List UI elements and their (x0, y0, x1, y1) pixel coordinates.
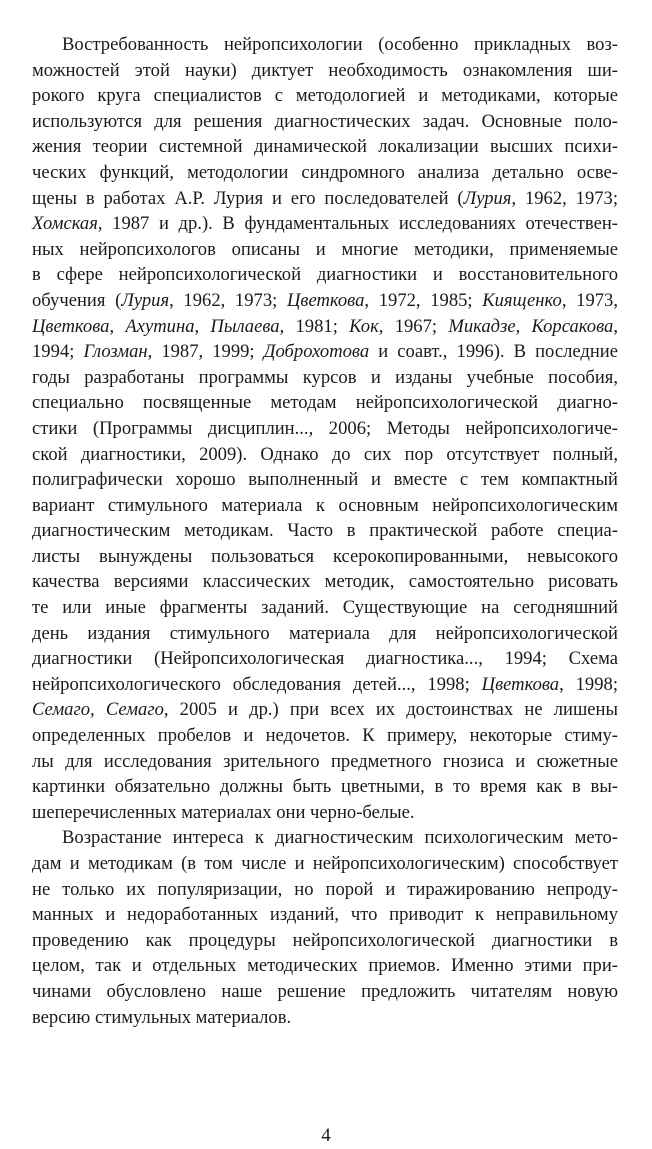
text-line (32, 544, 618, 570)
citation-author: Семаго, Семаго (32, 699, 164, 721)
text-run: , 1998; (559, 673, 618, 695)
text-line (32, 825, 618, 851)
text-run: диагностики (Нейропсихологическая диагностика..., 1994; Схема (32, 648, 618, 670)
text-run: щены в работах А.Р. Лурия и его последователей ( (32, 187, 464, 209)
text-run: и соавт., 1996). В последние (369, 341, 618, 363)
text-line (32, 493, 618, 519)
text-line (32, 365, 618, 391)
text-run: обучения ( (32, 289, 122, 311)
text-line (32, 186, 618, 212)
text-line (32, 1005, 618, 1031)
text-line (32, 646, 618, 672)
text-line (32, 314, 618, 340)
citation-author: Лурия (463, 187, 512, 209)
text-run: Востребованность нейропсихологии (особенно прикладных воз- (62, 34, 618, 55)
text-line (32, 851, 618, 877)
text-run: не только их популяризации, но порой и тиражированию непроду- (32, 878, 618, 900)
text-run: вариант стимульного материала к основным нейропсихологическим (32, 494, 618, 516)
text-line (32, 237, 618, 263)
text-run: , 1962, 1973; (169, 289, 287, 311)
text-line (32, 902, 618, 928)
text-run: лы для исследования зрительного предметного гнозиса и сюжетные (32, 750, 618, 772)
text-line (32, 697, 618, 723)
text-line (32, 134, 618, 160)
text-line (32, 723, 618, 749)
page-number: 4 (321, 1125, 331, 1147)
text-run: , 1987 и др.). В фундаментальных исследованиях отечествен- (97, 213, 618, 235)
text-line (32, 339, 618, 365)
text-run: , 1981; (279, 315, 350, 337)
text-run: ных нейропсихологов описаны и многие методики, применяемые (32, 238, 618, 260)
text-line (32, 109, 618, 135)
text-run: чинами обусловлено наше решение предложить читателям новую (32, 980, 618, 1002)
text-run: , (613, 315, 618, 337)
citation-author: Киященко (482, 289, 562, 311)
text-run: ческих функций, методологии синдромного анализа детально осве- (32, 161, 618, 183)
text-line (32, 774, 618, 800)
citation-author: Хомская (32, 213, 98, 235)
text-run: проведению как процедуры нейропсихологической диагностики в (32, 929, 618, 951)
text-run: , 1972, 1985; (364, 289, 483, 311)
text-run: , 2005 и др.) при всех их достоинствах не лишены (163, 699, 618, 721)
citation-author: Глозман (83, 341, 148, 363)
text-run: используются для решения диагностических задач. Основные поло- (32, 110, 618, 132)
text-line (32, 416, 618, 442)
citation-author: Цветкова (32, 315, 110, 337)
text-run: 1994; (32, 341, 84, 363)
text-run: день издания стимульного материала для нейропсихологической (32, 622, 618, 644)
citation-author: Пылаева (210, 315, 280, 337)
citation-author: Цветкова (481, 673, 560, 695)
text-run: полиграфически хорошо выполненный и вместе с тем компактный (32, 469, 618, 491)
text-run: , (515, 315, 532, 337)
text-line (32, 569, 618, 595)
text-line (32, 442, 618, 468)
text-run: версию стимульных материалов. (32, 1006, 292, 1028)
text-run: нейропсихологического обследования детей..., 1998; (32, 673, 482, 695)
text-line (32, 953, 618, 979)
text-line (32, 518, 618, 544)
text-run: те или иные фрагменты заданий. Существующие на сегодняшний (32, 597, 618, 619)
text-run: картинки обязательно должны быть цветными, в то время как в вы- (32, 776, 618, 798)
text-line (32, 288, 618, 314)
text-line (32, 83, 618, 109)
paragraph (32, 32, 618, 825)
text-run: дам и методикам (в том числе и нейропсихологическим) способствует (32, 853, 618, 874)
citation-author: Кок (349, 315, 379, 337)
text-run: можностей этой науки) диктует необходимость ознакомления ши- (32, 59, 618, 81)
text-run: рокого круга специалистов с методологией и методиками, которые (32, 85, 618, 107)
text-run: ской диагностики, 2009). Однако до сих пор отсутствует полный, (32, 443, 618, 465)
text-line (32, 621, 618, 647)
text-line (32, 928, 618, 954)
text-run: специально посвященные методам нейропсихологической диагно- (32, 392, 618, 414)
text-run: Возрастание интереса к диагностическим психологическим мето- (62, 827, 618, 849)
text-run: в сфере нейропсихологической диагностики и восстановительного (32, 264, 618, 286)
text-run: годы разработаны программы курсов и изданы учебные пособия, (32, 366, 618, 388)
text-run: определенных пробелов и недочетов. К примеру, некоторые стиму- (32, 725, 618, 747)
text-line (32, 262, 618, 288)
text-run: диагностическим методикам. Часто в практической работе специа- (32, 520, 618, 542)
text-run: , 1973, (561, 289, 618, 311)
text-line (32, 800, 618, 826)
text-run: , (194, 315, 211, 337)
paragraph (32, 825, 618, 1030)
text-run: , (109, 315, 126, 337)
text-line (32, 467, 618, 493)
text-line (32, 32, 618, 58)
text-run: качества версиями классических методик, самостоятельно рисовать (32, 571, 618, 593)
citation-author: Доброхотова (263, 341, 370, 363)
text-run: стики (Программы дисциплин..., 2006; Методы нейропсихологиче- (32, 417, 618, 439)
body-text (32, 0, 618, 1030)
citation-author: Цветкова (286, 289, 365, 311)
text-line (32, 672, 618, 698)
text-run: жения теории системной динамической локализации высших психи- (32, 136, 618, 158)
text-run: листы вынуждены пользоваться ксерокопированными, невысокого (32, 545, 618, 567)
citation-author: Ахутина (125, 315, 195, 337)
citation-author: Корсакова (531, 315, 614, 337)
text-line (32, 211, 618, 237)
text-line (32, 749, 618, 775)
text-line (32, 877, 618, 903)
text-run: шеперечисленных материалах они черно-белые. (32, 801, 415, 823)
text-run: целом, так и отдельных методических приемов. Именно этими при- (32, 955, 618, 977)
text-line (32, 979, 618, 1005)
text-run: , 1987, 1999; (147, 341, 264, 363)
text-line (32, 390, 618, 416)
text-run: манных и недоработанных изданий, что приводит к неправильному (32, 904, 618, 926)
text-line (32, 58, 618, 84)
citation-author: Микадзе (448, 315, 516, 337)
text-line (32, 160, 618, 186)
text-line (32, 595, 618, 621)
text-run: , 1967; (378, 315, 449, 337)
citation-author: Лурия (121, 289, 170, 311)
text-run: , 1962, 1973; (511, 187, 618, 209)
